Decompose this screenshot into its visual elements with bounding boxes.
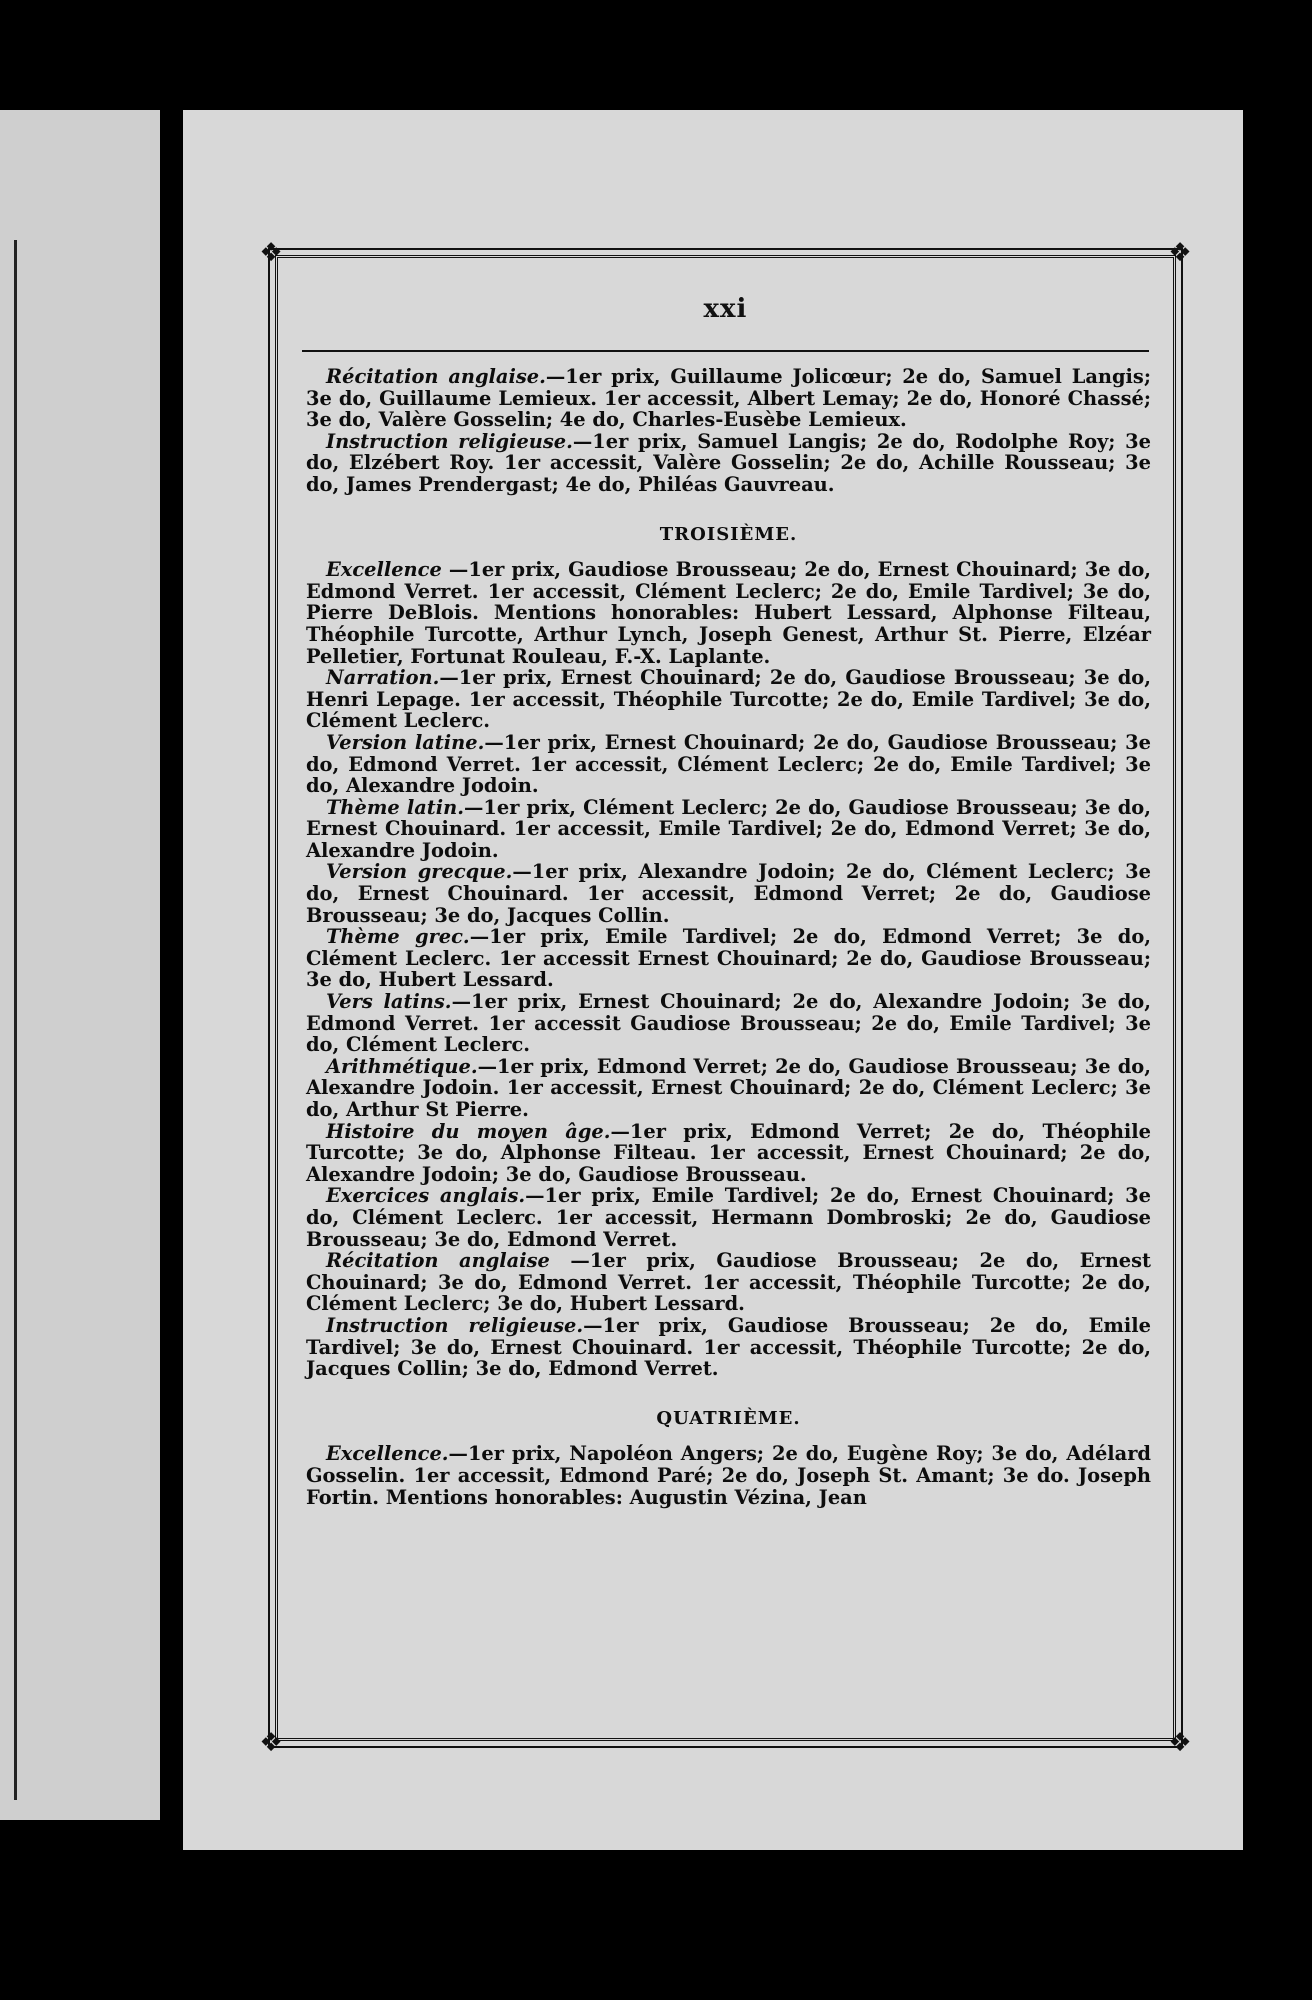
corner-ornament-icon: ❖ xyxy=(1168,1728,1192,1758)
subject-label: Excellence xyxy=(326,558,442,582)
subject-label: Vers latins. xyxy=(326,990,452,1014)
subject-label: Version latine. xyxy=(326,730,485,754)
subject-label: Instruction religieuse. xyxy=(326,1313,584,1337)
subject-label: Exercices anglais. xyxy=(326,1184,526,1208)
prize-paragraph xyxy=(306,366,1151,431)
subject-label: Récitation anglaise. xyxy=(326,365,546,388)
prize-text: —1er prix, Ernest Chouinard; 2e do, Alexandre Jodoin; 3e do, Edmond Verret. 1er accessit Gaudiose Brousseau; 2e do, Emile Tardivel; 3e do, Clément Leclerc. xyxy=(306,990,1151,1057)
prize-text: —1er prix, Alexandre Jodoin; 2e do, Clément Leclerc; 3e do, Ernest Chouinard. 1er accessit, Edmond Verret; 2e do, Gaudiose Brousseau; 3e do, Jacques Collin. xyxy=(306,860,1152,927)
prize-paragraph xyxy=(306,991,1151,1056)
section-heading-troisieme: TROISIÈME. xyxy=(659,523,798,545)
corner-ornament-icon: ❖ xyxy=(259,1728,283,1758)
subject-label: Instruction religieuse. xyxy=(326,429,573,453)
corner-ornament-icon: ❖ xyxy=(259,238,283,268)
subject-label: Version grecque. xyxy=(326,860,513,884)
prize-list-top xyxy=(306,366,1151,496)
prize-list-quatrieme xyxy=(306,1443,1151,1508)
subject-label: Excellence. xyxy=(326,1442,449,1466)
page-frame xyxy=(259,238,1192,1758)
prize-text: —1er prix, Samuel Langis; 2e do, Rodolphe Roy; 3e do, Elzébert Roy. 1er accessit, Valère Gosselin; 2e do, Achille Rousseau; 3e do, James Prendergast; 4e do, Philéas Gauvreau. xyxy=(306,429,1151,496)
prize-text: —1er prix, Ernest Chouinard; 2e do, Gaudiose Brousseau; 3e do, Henri Lepage. 1er accessit, Théophile Turcotte; 2e do, Emile Tardivel; 3e do, Clément Leclerc. xyxy=(306,666,1151,733)
prize-paragraph xyxy=(306,797,1151,862)
book-page xyxy=(183,110,1243,1850)
page-number: xxi xyxy=(703,294,748,324)
prize-text: —1er prix, Gaudiose Brousseau; 2e do, Emile Tardivel; 3e do, Ernest Chouinard. 1er accessit, Théophile Turcotte; 2e do, Jacques Collin; 3e do, Edmond Verret. xyxy=(306,1313,1151,1381)
subject-label: Thème latin. xyxy=(326,795,464,819)
prize-paragraph xyxy=(306,1315,1151,1380)
prize-text: —1er prix, Edmond Verret; 2e do, Théophile Turcotte; 3e do, Alphonse Filteau. 1er accessit, Ernest Chouinard; 2e do, Alexandre Jodoin; 3e do, Gaudiose Brousseau. xyxy=(306,1119,1151,1186)
subject-label: Récitation anglaise xyxy=(326,1249,550,1273)
adjacent-page-edge xyxy=(0,110,160,1820)
prize-text: —1er prix, Gaudiose Brousseau; 2e do, Ernest Chouinard; 3e do, Edmond Verret. 1er accessit, Théophile Turcotte; 2e do, Clément Leclerc; 3e do, Hubert Lessard. xyxy=(306,1249,1151,1316)
prize-paragraph xyxy=(306,861,1151,926)
prize-paragraph xyxy=(306,1056,1151,1121)
prize-paragraph xyxy=(306,1250,1151,1315)
prize-text: —1er prix, Guillaume Jolicœur; 2e do, Samuel Langis; 3e do, Guillaume Lemieux. 1er accessit, Albert Lemay; 2e do, Honoré Chassé; 3e do, Valère Gosselin; 4e do, Charles-Eusèbe Lemieux. xyxy=(306,365,1151,432)
prize-paragraph xyxy=(306,732,1151,797)
section-heading-quatrieme: QUATRIÈME. xyxy=(656,1407,801,1429)
subject-label: Narration. xyxy=(326,666,440,690)
prize-text: —1er prix, Ernest Chouinard; 2e do, Gaudiose Brousseau; 3e do, Edmond Verret. 1er accessit, Clément Leclerc; 2e do, Emile Tardivel; 3e do, Alexandre Jodoin. xyxy=(306,730,1151,798)
prize-paragraph xyxy=(306,559,1151,667)
prize-paragraph xyxy=(306,431,1151,496)
prize-paragraph xyxy=(306,926,1151,991)
prize-text: —1er prix, Clément Leclerc; 2e do, Gaudiose Brousseau; 3e do, Ernest Chouinard. 1er accessit, Emile Tardivel; 2e do, Edmond Verret; 3e do, Alexandre Jodoin. xyxy=(306,795,1151,862)
prize-text: —1er prix, Emile Tardivel; 2e do, Edmond Verret; 3e do, Clément Leclerc. 1er accessit Ernest Chouinard; 2e do, Gaudiose Brousseau; 3e do, Hubert Lessard. xyxy=(306,925,1151,992)
corner-ornament-icon: ❖ xyxy=(1168,238,1192,268)
prize-paragraph xyxy=(306,667,1151,732)
prize-paragraph xyxy=(306,1185,1151,1250)
header-rule xyxy=(302,350,1149,352)
subject-label: Histoire du moyen âge. xyxy=(326,1119,611,1143)
prize-text: —1er prix, Emile Tardivel; 2e do, Ernest Chouinard; 3e do, Clément Leclerc. 1er accessit, Hermann Dombroski; 2e do, Gaudiose Brousseau; 3e do, Edmond Verret. xyxy=(306,1184,1151,1251)
adjacent-page-rule xyxy=(0,240,17,1800)
subject-label: Arithmétique. xyxy=(326,1054,478,1078)
prize-paragraph xyxy=(306,1443,1151,1508)
subject-label: Thème grec. xyxy=(326,925,470,949)
prize-text: —1er prix, Napoléon Angers; 2e do, Eugène Roy; 3e do, Adélard Gosselin. 1er accessit, Edmond Paré; 2e do, Joseph St. Amant; 3e do. Joseph Fortin. Mentions honorables: Augustin Vézina, Jean xyxy=(306,1442,1151,1509)
prize-text: —1er prix, Edmond Verret; 2e do, Gaudiose Brousseau; 3e do, Alexandre Jodoin. 1er accessit, Ernest Chouinard; 2e do, Clément Leclerc; 3e do, Arthur St Pierre. xyxy=(306,1054,1151,1121)
prize-text: —1er prix, Gaudiose Brousseau; 2e do, Ernest Chouinard; 3e do, Edmond Verret. 1er accessit, Clément Leclerc; 2e do, Emile Tardivel; 3e do, Pierre DeBlois. Mentions honorables: Hubert Lessard, Alphonse Filteau, Théophile Turcotte, Arthur Lynch, Joseph Genest, Arthur St. Pierre, Elzéar Pelletier, Fortunat Rouleau, F.-X. Laplante. xyxy=(306,558,1151,668)
prize-paragraph xyxy=(306,1121,1151,1186)
page-body xyxy=(306,366,1151,1508)
prize-list-troisieme xyxy=(306,559,1151,1380)
